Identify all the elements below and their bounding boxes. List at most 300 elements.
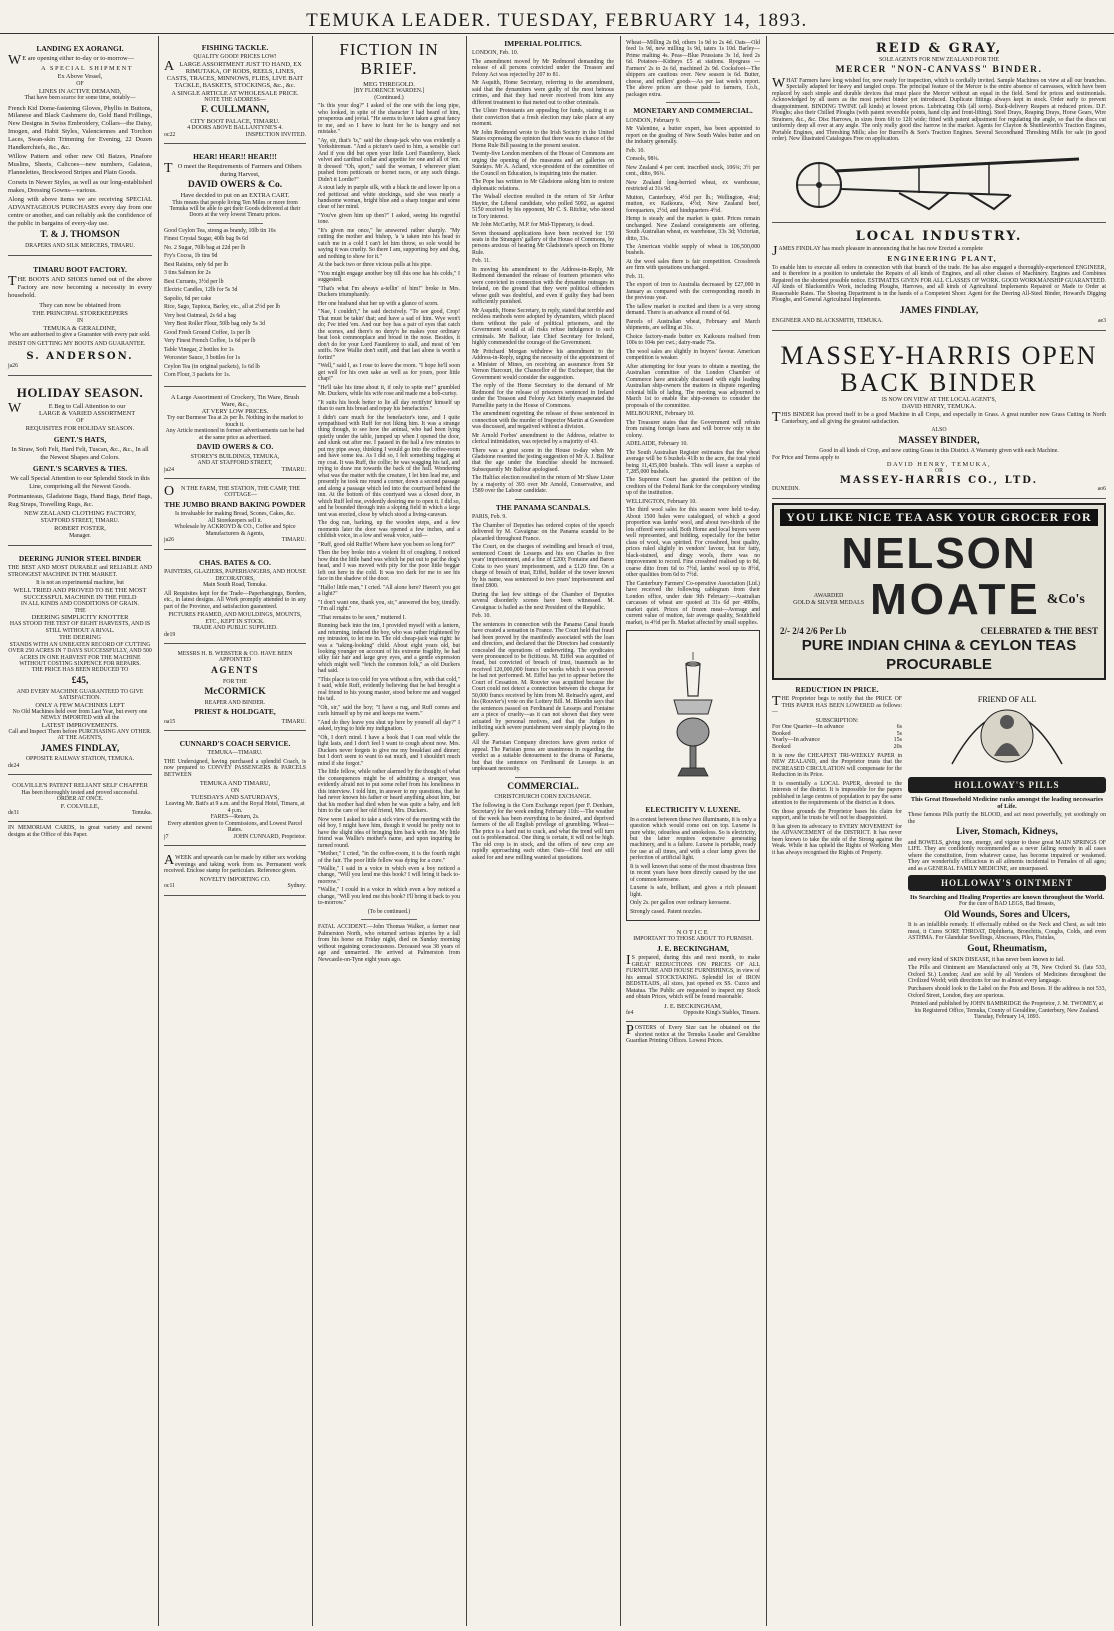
story-paragraph: "You've given him up then?" I asked, seeing his regretful tone. [318,212,460,226]
price-list-item: Very best Oatmeal, 2s 6d a bag [164,312,236,319]
holloway-seal [908,684,1106,774]
ad-text: REAPER AND BINDER. [204,699,266,706]
ad-text: STANDS WITH AN UNBEATEN RECORD OF CUTTING OVER 250 ACRES IN 7 DAYS SUCCESSFULLY, AND 500 ACRES IN ONE HARVEST FOR THE MACHINE WITHOUT COSTING SIXPENCE FOR REPAIRS. [8,641,152,667]
ad-firm: JAMES FINDLAY, [899,305,979,316]
ad-memoriam-cards: IN MEMORIAM CARDS, in great variety and newest designs at the Office of this Paper. [8,825,152,839]
story-paragraph: "Wallie," I said in a voice in which even a boy noticed a change, "Will you lend me this book? I will bring it back to-morrow." [318,866,460,885]
news-paragraph: Mr John Redmond wrote to the Irish Society in the United States expressing the opinion that there was no chance of the Home Rule Bill passing in the present session. [472,129,614,149]
ad-text: A Large Assortment of Crockery, Tin Ware, Brush Ware, &c., [170,393,300,408]
news-paragraph: Mr Asquith, Home Secretary, referring to the amendment, said that the dynamiters were guilty of the most heinous crimes, and that they had never received from him any different treatment to that meted out to other criminals. [472,80,614,106]
news-paragraph: The Halifax election resulted in the return of Mr Shaw Lister by a majority of 393 over Mr Arnold, Conservative, and 1589 over the Labour candidate. [472,475,614,495]
ad-text: No Old Machines held over from Last Year, but every one NEWLY IMPORTED with all the [12,708,148,722]
ad-title: REID & GRAY, [875,41,1003,56]
news-paragraph: Mr Valentine, a butter expert, has been appointed to report on the grading of New South Wales butter and on the industry generally. [626,126,760,146]
ad-signature: J. E. BECKINGHAM, [664,1002,722,1010]
ad-text: Corsets in Newer Styles, as well as our long-established makes, Dressing Gowns—various. [8,178,152,194]
news-paragraph: There was a great scene in the House to-day when Mr Gladstone resented the jesting suggestion of Mr A. J. Balfour that the age under the franchise should be increased. Subsequently Mr Balfour apologised. [472,447,614,473]
ad-text: Along with above items we are receiving SPECIAL ADVANTAGEOUS PURCHASES every day from one centre or another, and can reliably ask the confidence of the public in bargains of every-day use. [8,196,152,227]
price-list-item: Electric Candles, 12lb for 5s 3d [164,287,238,294]
ad-text: TEMUKA AND TIMARU, [199,780,271,788]
ad-text: FOR THE [223,678,247,685]
corn-exchange-body: The following is the Corn Exchange report (per F. Denham, Secretary) for the week ending February 11th:—The weather of the week has been everything to be desired, and deprived farmers of the all English privilege of grumbling. Wheat—The price is a hard nut to crack, and what the trend will turn out is problematical. One thing is certain, it will not be high. The old crop is in stock, and the offers of new crop are rapidly approaching each other. Oats—Old feed are still asked for and new milling wanted at quotations. [472,802,614,861]
news-paragraph: Feb. 10. [472,613,491,620]
ad-subtitle: Gout, Rheumatism, [967,943,1047,954]
ad-text: THIS BINDER has proved itself to be a good Machine in all Crops, and especially in Grass. A great number now Grass Cutting in North Canterbury, and all giving the greatest satisfaction. [772,410,1106,426]
ad-text: Its Searching and Healing Properties are known throughout the World. [910,894,1104,902]
ad-subtitle: IMPORTANT TO THOSE ABOUT TO FURNISH. [633,936,753,943]
subscription-price: 5s [896,730,902,737]
story-paragraph: At the back two or three vicious pulls at his pipe. [318,262,432,269]
subscription-price: 6s [896,724,902,730]
ad-firm: J. E. BECKINGHAM, [657,943,729,953]
news-paragraph: Mr Asquith, Home Secretary, in reply, stated that terrible and reckless methods were adopted by dynamiters, which placed them without the pale of political prisoners, and the Government would at all risks refuse indulgence to such criminals. Mr Balfour, late Chief Secretary for Ireland, highly commended the courage of the Government. [472,307,614,347]
news-paragraph: Feb. 10. [626,147,645,154]
subscription-term: Booked [772,730,791,737]
ad-text: OPPOSITE RAILWAY STATION, TEMUKA. [25,756,135,763]
ad-text: It is an infallible remedy. If effectually rubbed on the Neck and Chest, as salt into meat, it Cures SORE THROAT, Diphtheria, Bronchitis, Coughs, Colds, and even ASTHMA. For Glandular Swellings, Abscesses, Piles, Fistulas, [908,922,1106,942]
story-paragraph: "Ay, sir, that's 'is," said the cheap-jack who was evidently a Yorkshireman. "And a picture's used to him, a sensible cur! And if you did but open your little Lord Fauntleroy, black velvet and cardinal collar and appetite for one and all of 'em. It dressed "Oh, sport," said the woman, I wherever plant pushed from petticoats or hornet races, or any such things. Didn't it Lordie?" [318,137,460,183]
ad-title: FISHING TACKLE. [201,43,269,52]
seal-text: FRIEND OF ALL [977,694,1037,704]
column-5 [622,36,764,1626]
price-list-item: Ceylon Tea (in original packets), 1s 6d lb [164,363,260,370]
column-6-ads [768,36,1110,1626]
ad-text: THE DEERING [58,634,102,642]
ad-text: AND EVERY MACHINE GUARANTEED TO GIVE SATISFACTION. [16,688,144,702]
ad-text: For Price and Terms apply to [772,454,840,461]
story-paragraph: "And do they leave you shut up here by yourself all day?" I asked, trying to hide my indignation. [318,719,460,733]
lamp-icon [664,644,722,794]
news-paragraph: During the last few sittings of the Chamber of Deputies several disorderly scenes have been witnessed. M. Cavaignac is hailed as the next President of the Republic. [472,591,614,611]
news-paragraph: The reply of the Home Secretary to the demand of Mr Redmond for the release of prisoners sentenced in Ireland under the Treason and Felony Act bitterly exasperated the Parnellite party in the House of Commons. [472,383,614,409]
price-list-item: Corn Flour, 3 packets for 1s. [164,372,231,379]
ad-text: TUESDAYS AND SATURDAYS, [190,794,280,802]
ad-text: Is invaluable for making Bread, Scones, Cakes, &c. [175,511,295,518]
ad-text: DRAPERS AND SILK MERCERS, TIMARU. [25,243,135,250]
news-paragraph: Mutton, Canterbury, 4½d per lb.; Wellington, 4⅛d; mutton, ex Kaikoura, 4½d; New Zealand beef, forequarters, 2½d, and hindquarters 4½d. [626,194,760,214]
ad-text: Manager. [69,533,91,539]
ad-signature: S. ANDERSON. [26,350,134,362]
ad-firm: DAVID OWERS & Co. [187,179,283,190]
ad-title: MASSEY-HARRIS OPEN BACK BINDER [780,340,1098,398]
ad-mccormick-agents [164,647,306,731]
ad-code: de31 [8,809,20,816]
divider [515,499,572,500]
ad-text: THE [74,607,86,614]
ad-text: These famous Pills purify the BLOOD, and act most powerfully, yet soothingly on the [908,812,1106,825]
ad-subtitle: SUBSCRIPTION: [815,717,859,724]
story-title: MEG THREGOLD. [363,81,415,89]
story-paragraph: "Oh, sir," said the boy; "I have a rug, and Ruff comes and curls himself up by me and keeps me warm." [318,704,460,718]
imprint: Printed and published by JOHN BAMBRIDGE the Proprietor, J. M. TWOMEY, at his Registered Office, Temuka, County of Geraldine, Canterbury, New Zealand. [911,1001,1103,1014]
ad-text: PURE INDIAN CHINA & CEYLON TEAS [801,637,1077,655]
news-fatal-accident: FATAL ACCIDENT.—John Thomas Walker, a farmer near Palmerston North, who returned serious injuries by a fall from his horse on Friday night, died on Sunday morning without regaining consciousness. Deceased was 38 years of age and unmarried. He arrived at Palmerston from Newcastle-on-Tyne eight years ago. [318,924,460,963]
subscription-row [772,737,902,744]
section-title: COMMERCIAL. [507,781,579,792]
ad-text: TEMUKA & GERALDINE, [43,324,117,332]
ad-text: Leaving Mr. Batt's at 9 a.m. and the Royal Hotel, Timaru, at 4 p.m. [165,801,305,814]
ad-text: On those grounds the Proprietor bases his claim for support, and he trusts he will not be disappointed. [772,808,902,822]
story-paragraph: "Nae, I couldn't," he said decisively. "To see good, Crop! That must be takin' that; and have a sad of him. Wye won't do; I've tried 'em. And our boy has a pair of eyes that catch the scenes, and there's no deny'n he makes your ordinary beat look commonplace and broad in the nose. Besides, it don't do for your Lord Fauntleroy to stall, and most of 'em sniffs. Now Wallie don't sniff, and that last alone is worth a fortin!" [318,309,460,361]
story-paragraph: "It's given me once," he answered rather sharply. "My cutting the mother and bishop, 'a 'a taken into his head to catch me in a cold I can't let him throw, so sole would be saying it was cruelty. So there I am, supporting boy and dog, and nothing to show for it." [318,227,460,260]
news-paragraph: Consols, 98¼. [626,156,660,163]
ad-coach-service [164,734,306,846]
story-paragraph: I didn't care much for the benefactor's tone, and I quite sympathised with Ruff for not liking him. It was a strange thing though, to see how the animal, who had been lying quietly under the table, jumped up when I opened the door, and slunk out after me. I paused in the hall a few minutes to put my pipe away, thinking I would go into the coffee-room and have some tea. As I did so, I felt something tugging at my coat. It was Ruff, the collie; he was wagging his tail, and trying to draw me towards the back of the hall. Wondering what was the matter with the creature, I let him lead me, and presently he took me round a corner, down a second passage and along a passage which led into the courtyard behind the inn. At the bottom of this courtyard was a closed door, in which Ruff led me, evidently desiring me to open it. I did so, and he bounded through into a sloping field in which a large tent was erected, close by which stood a living-caravan. [318,414,460,518]
divider [515,777,572,778]
ad-text: DEERING SIMPLICITY KNOTTER [31,614,129,622]
ad-text: For the cure of BAD LEGS, Bad Breasts, [958,901,1056,908]
section-title: THE PANAMA SCANDALS. [495,502,591,512]
ad-text: That have been scarce for some time, notably— [24,95,136,102]
masthead [0,6,1114,34]
ad-text: Has been thoroughly tested and proved successful. [21,789,139,796]
story-paragraph: "That's what I'm always a-tellin' of him!" broke in Mrs. Duckers triumphantly. [318,285,460,299]
column-rule [466,36,467,1626]
news-paragraph: Seven thousand applications have been received for 150 seats in the Strangers' gallery of the House of Commons, by persons anxious of hearing Mr Gladstone's speech on Home Rule. [472,230,614,256]
ad-text: THE BEST AND MOST DURABLE and RELIABLE AND STRONGEST MACHINE IN THE MARKET. [8,565,152,578]
news-paragraph: The Treasurer states that the Government will refrain from raising foreign loans and will borrow only in the colony. [626,419,760,439]
news-paragraph: MELBOURNE, February 10. [626,411,695,418]
ad-paragraph: Only 2s. per gallon over ordinary kerosene. [630,900,731,907]
subscription-row [772,744,902,751]
ad-hear-hear [164,147,306,387]
section-title: FICTION IN BRIEF. [339,40,439,79]
section-subtitle: CHRISTCHURCH CORN EXCHANGE. [494,794,592,801]
news-paragraph: LONDON, February 9. [626,117,681,124]
price-list [164,228,306,379]
ad-firm: T. & J. THOMSON [40,229,120,240]
market-report: Wheat—Milling 2s 8d, others 1s 9d to 2s 4d. Oats—Old feed 1s 9d, new milling 1s 9d, taters 1s 10d. Barley—Prime malting 4s. Peas—Blue Prussians 3s 1d, feed 2s 6d. Potatoes—Kidneys £5 at stations. Ryegrass — Farmers' 2s to 2s 6d, machined 2s 9d. Cocksfoot—The shippers are cautious over. New season is 6d. Butter, cheese, and millers' goods—As per last week's report. The above prices are those paid to farmers, f.o.b., packages extra. [626,40,760,98]
ad-text: CELEBRATED & THE BEST [980,626,1098,636]
news-paragraph: All the Parisian Company directors have given notice of appeal. The Parisian press are unanimous in regarding the verdict as a suitable denouement to the drama of Panama, but that the sentence on Ferdinand de Lesseps is an unpleasant necessity. [472,740,614,773]
ad-code: oa15 [164,718,176,725]
ad-town: TIMARU. [281,537,306,544]
ad-text: &Co's [1046,592,1085,608]
ad-title: HEAR! HEAR!! HEAR!!! [193,151,277,161]
ad-text: Every attention given to Commissions, and Lowest Parcel Rates. [167,820,303,834]
ad-luxene [626,630,760,921]
story-paragraph: "Ruff, good old Ruffie! Where have you been so long for?" [318,541,456,548]
ad-text: IN [76,317,84,324]
ad-text: AT VERY LOW PRICES. [201,408,269,416]
ad-text: A SINGLE ARTICLE AT WHOLESALE PRICE. [171,89,299,97]
ad-code: ae3 [1097,318,1106,325]
ad-text: AWEEK and upwards can be made by either sex working evenings and taking work from us. Permanent work received. Enclose stamp for particulars. Reference given. [164,853,306,875]
subscription-row [772,731,902,738]
ad-text: and BOWELS, giving tone, energy, and vigour to these great MAIN SPRINGS OF LIFE. They are confidently recommended as a never failing remedy in all cases where the constitution, from whatever cause, has become impaired or weakened. They are wonderfully efficacious in all ailments incidental to Females of all ages; and as a GENERAL FAMILY MEDICINE, are unsurpassed. [908,839,1106,872]
ad-text: THE Proprietor begs to notify that the PRICE OF THIS PAPER HAS BEEN LOWERED as follows:— [772,694,902,716]
ad-firm: F. COLVILLE, [60,802,100,810]
ad-code: de19 [164,631,176,638]
news-paragraph: The export of iron to Australia decreased by £27,000 in January as compared with the corresponding month in the previous year. [626,282,760,302]
story-paragraph: Her one husband shut her up with a glance of scorn. [318,300,439,307]
ad-subtitle: ENGINEERING PLANT, [887,253,998,263]
ad-text: TEMUKA—TIMARU. [207,750,263,757]
ad-text: DAVID HENRY, TEMUKA. [901,403,977,411]
ad-text: LARGE & VARIED ASSORTMENT [39,410,136,418]
ad-text: All Storekeepers sell it. [207,517,263,524]
ad-landing-aorangi [8,38,152,256]
ad-firm: NOVELTY IMPORTING CO. [199,876,271,883]
ad-local-industry [772,226,1106,331]
ad-subtitle: Old Wounds, Sores and Ulcers, [944,909,1070,920]
news-paragraph: WELLINGTON, February 10. [626,498,697,505]
ad-text: This Great Household Medicine ranks amongst the leading necessaries of Life. [910,795,1104,810]
ad-text: THE BOOTS AND SHOES turned out of the above Factory are now becoming a necessity in every household. [8,274,152,300]
ad-title: AGENTS [210,665,260,676]
ad-text: Main South Road, Temuka. [203,582,267,589]
ad-text: It has given its advocacy to EVERY MOVEMENT for the ADVANCEMENT of the DISTRICT. It has never been known to take the side of the Strong against the Weak. While it has upheld the Rights of Working Men it has always recognised the Rights of Property. [772,823,902,856]
ad-code: j7 [164,833,169,840]
news-paragraph: The tallow market is excited and there is a very strong demand. There is an advance all round of 6d. [626,303,760,317]
ad-text: STOREY'S BUILDINGS, TEMUKA, [190,453,280,460]
ad-text: It is not an experimental machine, but [36,580,124,587]
ad-firm: MASSEY-HARRIS CO., LTD. [839,474,1039,486]
ad-text: FARES—Return, 2s. [210,814,260,821]
bottom-ads [772,684,1106,1021]
ad-text: WELL TRIED AND PROVED TO BE THE MOST SUCCESSFUL MACHINE IN THE FIELD [13,586,147,602]
ad-text: Any Article mentioned in former advertisements can be had at the same price as advertised. [165,428,305,441]
subscription-table [772,724,902,751]
ad-title: LANDING EX AORANGI. [36,44,124,53]
ad-text: French Kid Dome-fastening Gloves, Phyllis in Buttons, Milanese and Black Cashmere do, Gold Band Frillings, New Designs in Swiss Embroidery, Collars—the Daisy, Imogen, and Habit Styles, Valenciennes and Torchon Laces, Swan-skin Trimming for Evening, 22 Dozen Handkerchiefs, &c., &c. [8,104,152,151]
story-paragraph: "That remains to be seen," muttered I. [318,614,407,621]
news-paragraph: Choice factory-made butter ex Kaikoura realised from 100s to 104s per cwt.; dairy-made 75s. [626,333,760,347]
ad-text: AWARDED [813,593,844,600]
ad-posters: POSTERS of Every Size can be obtained on the shortest notice at the Temuka Leader and Geraldine Guardian Printing Offices. Lowest Prices. [626,1023,760,1045]
ad-holloway [908,684,1106,1021]
ad-text: IN ALL KINDS AND CONDITIONS OF GRAIN. [20,601,140,608]
news-paragraph: After attempting for four years to obtain a meeting, the Australian committee of the London Chamber of Commerce have amicably discussed with eight leading Australian ship-owners the matters in dispute regarding colonial bills of lading. The meeting was adjourned to March 1st to enable the ship-owners to consider the proposals of the committee. [626,363,760,409]
ad-firm: DAVID OWERS & CO. [196,442,274,452]
ad-subtitle: Liver, Stomach, Kidneys, [956,827,1058,838]
column-rule [620,36,621,1626]
ad-banner: HOLLOWAY'S PILLS [908,777,1106,793]
ad-reduction-in-price [772,684,902,1021]
ad-text: GOLD & SILVER MEDALS [793,600,865,606]
seal-icon [942,684,1072,774]
ad-chas-bates [164,553,306,644]
ad-town: TIMARU. [281,466,306,473]
news-paragraph: In moving his amendment to the Address-in-Reply, Mr Redmond demanded the release of fourteen prisoners who were convicted in connection with the dynamite outrages in Ireland, on the ground that they were political offenders whose guilt was doubtful, and even if guilty they had been sufficiently punished. [472,266,614,306]
news-paragraph: Feb. 11. [472,258,491,265]
story-paragraph: "I don't want one, thank you, sir," answered the boy, timidly. "I'm all right." [318,599,460,613]
ad-novelty-importing [164,849,306,895]
ad-text: SOLE AGENTS FOR NEW ZEALAND FOR THE [879,56,999,63]
ad-paragraph: Luxene is safe, brilliant, and gives a rich pleasant light. [630,885,756,898]
story-paragraph: The dog ran, barking, up the wooden steps, and a few moments later the door was opened a few inches, and a childish voice, in a low and weak voice, said— [318,520,460,540]
ad-paragraph: In a contest between these two illuminants, it is only a question which would come out on top. Luxene is pure white, odourless and smokeless. So is electricity, but the latter requires expensive generating machinery, and is a failure. Luxene is portable, ready for use at all times, and with a clear lamp gives the perfection of artificial light. [630,816,756,862]
ad-text: ENGINEER AND BLACKSMITH, TEMUKA. [772,318,883,325]
ad-brand: MOATE [870,575,1041,624]
ad-text: HAS STOOD THE TEST OF EIGHT HARVESTS, AND IS STILL WITHOUT A RIVAL. [9,621,151,634]
ad-price: £45, [71,675,89,686]
ad-text: ALARGE ASSORTMENT JUST TO HAND, EX RIMUTAKA, OF RODS, REELS, LINES, CASTS, TRACES, MINNOWS, FLIES, LIVE BAIT TACKLE, BASKETS, STOCKINGS, &c., &c. [164,58,304,90]
ad-reid-gray [772,38,1106,223]
ad-text: JAMES FINDLAY has much pleasure in announcing that he has now Erected a complete [772,244,983,260]
ad-banner: YOU LIKE NICE TEA ASK YOUR GROCER FOR [780,509,1098,526]
news-paragraph: The Chamber of Deputies has ordered copies of the speech delivered by M. Cavaignac on the Panama scandal to be placarded throughout France. [472,522,614,542]
ad-text: OF [76,80,84,87]
ad-subtitle: MASSEY BINDER, [898,435,980,446]
ad-text: Ex Above Vessel, [57,72,103,80]
news-paragraph: The Supreme Court has granted the petition of the creditors of the Federal Bank for the compulsory winding up of the institution. [626,477,760,497]
ad-boot-factory [8,259,152,375]
panama-body [472,514,614,772]
story-paragraph: "This place is too cold for you without a fire, with that cold," I said, while Ruff, evidently believing that he had brought a real friend to his young master, stood before me and wagged his tail. [318,676,460,703]
ad-text: They can now be obtained from [39,301,121,309]
story-to-be-continued: (To be continued.) [367,908,411,915]
ad-title: DEERING JUNIOR STEEL BINDER [18,554,142,564]
ad-nelson-moate-tea [772,503,1106,680]
ad-brand: NELSON [841,529,1037,578]
ad-text: JOHN CUNNARD, Proprietor. [233,833,306,840]
ad-text: We call Special Attention to our Splendid Stock in this Line, comprising all the Newest Goods. [10,475,150,490]
ad-deering-binder [8,549,152,775]
story-paragraph: "It suits his book better to lie all day rectifyin' himself up than to earn his bread and repay his benefactors." [318,399,460,413]
news-paragraph: New Zealand long-berried wheat, ex warehouse, restricted at 31s 9d. [626,179,760,193]
story-paragraph: "He'll take his time about it, if only to spite me!" grumbled Mr. Duckers, while his wife rose and made me a bob-curtsy. [318,384,460,398]
news-paragraph: Twenty-five London members of the House of Commons are urging the opening of the museums and art galleries on Sundays. Mr A. Acland, vice-president of the committee of the Council on Education, is inquiring into the matter. [472,151,614,177]
news-paragraph: The Pope has written to Mr Gladstone asking him to restore diplomatic relations. [472,179,614,192]
subscription-term: Booked [772,744,791,751]
ad-subtitle: GENT.'S SCARVES & TIES. [32,463,128,473]
ad-text: TRADE AND PUBLIC SUPPLIED. [192,625,278,632]
ad-holiday-season [8,379,152,546]
ad-text: 4 DOORS ABOVE BALLANTYNE'S 4. [187,125,283,132]
news-paragraph: At the wool sales there is fair competition. Crossbreds are firm with quotations unchanged. [626,258,760,272]
ad-text: LATEST IMPROVEMENTS. [41,721,119,729]
ad-text: Call and Inspect Them before PURCHASING ANY OTHER. [8,728,152,735]
news-paragraph: ADELAIDE, February 10. [626,441,688,448]
plough-icon [779,149,1099,213]
ad-text: Have decided to put on an EXTRA CART. [180,192,290,200]
ad-title: HOLIDAY SEASON. [16,384,144,400]
ad-fishing-tackle [164,38,306,144]
ad-paragraph: Strongly cased. Patent nozzles. [630,908,702,915]
ad-title: LOCAL INDUSTRY. [855,228,1023,244]
ad-text: TO meet the Requirements of Farmers and Others during Harvest, [164,161,302,178]
ad-code: ao6 [1097,486,1106,493]
ad-text: INSPECTION INVITED. [245,131,306,138]
masthead-title: TEMUKA LEADER. TUESDAY, FEBRUARY 14, 1893. [306,10,808,31]
story-paragraph: "Wallie," I could in a voice in which even a boy noticed a change, "Will you lend me this book? I'll bring it back to you to-morrow." [318,887,460,907]
ad-code: de24 [8,762,20,769]
ad-text: Wholesale by ACKROYD & CO., Coffee and Spice Manufacturers & Agents, [174,524,296,537]
price-list-item: No. 2 Sugar, 70lb bag at 22d per lb [164,244,246,251]
ad-firm: McCORMICK [204,687,266,698]
subscription-price: 15s [893,737,902,744]
ad-text: Who are authorised to give a Guarantee with every pair sold. [9,332,151,339]
ad-text: Try our Burmese Tea at 2s per lb. Nothing in the market to touch it. [167,415,303,428]
news-paragraph: LONDON, Feb. 10. [472,50,519,57]
ad-subtitle: QUALITY GOOD! PRICES LOW! [193,54,277,61]
column-rule [312,36,313,1626]
ad-text: NEW ZEALAND CLOTHING FACTORY, [24,510,136,518]
news-paragraph: The third wool sales for this season were held to-day. About 1500 bales were catalogued, of which a good proportion was lambs' wool, and about two-thirds of the lots offered were sold. Both Home and local buyers were well represented, and bidding, especially for the better class of wool, was spirited. For crossbred, best quality, prices ruled slightly in vendors' favour, but for fatty, black-stained, and dingy wools, there was no improvement to record. Fine crossbred realised up to 8d, coarse ditto from 6d to 7½d, lambs' wool up to 8½d, other qualities from 6d to 7½d. [626,507,760,579]
news-paragraph: PARIS, Feb. 9. [472,514,507,521]
ad-text: A SPECIAL SHIPMENT [41,64,134,72]
ad-text: IS prepared, during this and next month, to make GREAT REDUCTIONS ON PRICES OF ALL FURNITURE AND HOUSE FURNISHINGS, in view of his annual STOCKTAKING. Splendid lot of IRON BEDSTEADS, all sizes, just opened ex SS. Cuzco and Matatua. The Public are requested to inspect my Stock and obtain Prices, which will be found reasonable. [626,953,760,1001]
ad-text: It is essentially a LOCAL PAPER, devoted to the interests of the district. It is impossible for the papers published in large centres of population to pay the same attention to the requirements of the district as it does. [772,780,902,807]
ad-text: STAFFORD STREET, TIMARU. [40,518,120,525]
ad-text: OF [76,418,84,425]
column-4-news [468,36,618,1626]
ad-code: oc22 [164,131,176,138]
imprint-date: Tuesday, February 14, 1893. [973,1014,1041,1021]
ad-code: fe4 [626,1009,634,1016]
ad-text: The Pills and Ointment are Manufactured only at 78, New Oxford St. (late 533, Oxford St.) London; And are sold by all Vendors of Medicines throughout the Civilized World; with directions for use in almost every language. [908,965,1106,984]
imperial-politics-body [472,50,614,495]
ad-text: MESSRS H. B. WEBSTER & CO. HAVE BEEN APPOINTED [177,651,293,664]
news-paragraph: The Court, on the charges of swindling and breach of trust, sentenced Count de Lesseps and his son Charles to five years' imprisonment, and a fine of £200; Fontaine and Baron Cotta to two years' imprisonment, and a £120 fine. On a charge of breach of trust, Eiffel, builder of the tower known by his name, was sentenced to two years' imprisonment and fined £800. [472,544,614,590]
price-list-item: Rice, Sago, Tapioca, Barley, etc., all at 2½d per lb [164,304,280,311]
ad-text: ORDER AT ONCE. [56,796,104,803]
column-3-fiction [314,36,464,1626]
story-paragraph: "Oh, I don't mind. I have a book that I can read while the light lasts, and I don't feel I want to cough about now. Mrs. Duckers never forgets to give me my breakfast and dinner; but I don't seem to want to eat much, and I shouldn't much mind if she forgot." [318,734,460,767]
ad-paragraph: It is well known that some of the most disastrous fires in recent years have been directly caused by the use of common kerosene. [630,863,756,883]
price-list-item: Table Vinegar, 2 bottles for 1s [164,346,234,353]
subscription-term: Yearly—In advance [772,737,820,744]
ad-title: CUNNARD'S COACH SERVICE. [179,739,291,749]
price-list-item: Best Raisins, only 6d per lb [164,261,229,268]
news-paragraph: The amendment regretting the release of those sentenced in connection with the murder of Inspector Martin at Gweedore was discussed, and negatived without a division. [472,411,614,431]
ad-text: PAINTERS, GLAZIERS, PAPERHANGERS, AND HOUSE DECORATORS, [164,569,306,582]
ad-town: TIMARU. [281,718,306,725]
column-rule [158,36,159,1626]
news-paragraph: The sentences in connection with the Panama Canal frauds have created a sensation in France. The Court held that fraud had been proved by the manifestly associated with the loan and directors, and declared that the Directors had constantly concealed the operations of underwriting. The syndicates were pronounced to be fictitious. M. Eiffel was acquitted of fraud, but convicted of breach of trust, inasmuch as he received 120,000,000 francs for works which it was proved he had not performed. M. Eiffel has yet to appear before the Court of Cessation. M. Rouvier was acquitted because the Court could not detect a connection between the cheque for 50,000 francs received by him from M. Reinach's agent, and his (Rouvier's) vote on the Lottery Bill. M. Blondin says that the sentences passed on Ferdinand de Lesseps and Fontaine are a piece of cruelty—as it can not shown that they were actuated by personal motives, and that the Judges in inflicting such severe punishment were simply playing to the gallery. [472,621,614,738]
ad-text: PROCURABLE [886,655,992,673]
ad-text: ROBERT FOSTER, [54,525,106,533]
news-paragraph: The amendment moved by Mr Redmond demanding the release of all persons convicted under the Treason and Felony Act was rejected by 207 to 81. [472,58,614,78]
subscription-row [772,724,902,731]
ad-code: ja26 [8,362,18,369]
section-title: MONETARY AND COMMERCIAL. [633,106,753,116]
ad-text: To enable him to execute all orders in connection with that branch of the trade. He has also engaged a thoroughly-experienced ENGINEER, and is therefore in a position to undertake the Repairs of all kinds of Engines, and all other classes of Machinery. Engines and Combines Repaired on the shortest possible notice. ESTIMATES GIVEN FOR ALL CLASSES OF WORK. GOOD WORKMANSHIP GUARANTEED. All kinds of Blacksmith's Work, including Ploughs, Harrows, and all kinds of Agricultural Implements Repaired or Made to Order at Reasonable Rates. The Shoeing Department is in the hands of a Competent Shoer. Agent for the Deering All-Steel Binder, Howard's Digging Ploughs, and General Agricultural Implements. [772,264,1106,304]
ad-title: THE JUMBO BRAND BAKING POWDER [164,499,306,509]
price-list-item: Worcester Sauce, 3 bottles for 1s [164,355,241,362]
ad-town: Temuka. [131,809,152,816]
ad-text: Purchasers should look to the Label on the Pots and Boxes. If the address is not 533, Oxford Street, London, they are spurious. [908,986,1106,999]
story-paragraph: "Well," said I, as I rose to leave the room. "I hope he'll soon get well for his own sake as well as for yours, poor little chap!" [318,363,460,383]
ad-text [630,817,756,916]
ad-jumbo-baking-powder [164,482,306,550]
story-continued: (Continued.) [374,94,404,101]
ad-text: PICTURES FRAMED, AND MOULDINGS, MOUNTS, ETC., KEPT IN STOCK. [168,612,302,625]
story-paragraph: "You might engage another boy till this one has his colds," I suggested. [318,270,460,284]
ad-text: ONLY A FEW MACHINES LEFT [35,701,125,709]
ad-title: CHAS. BATES & CO. [199,557,271,567]
lamp-illustration [630,634,756,804]
ad-title: COLVILLE'S PATENT RELIANT SELF CHAFFER [12,782,148,790]
news-paragraph: The wool sales are slightly in buyers' favour. American competition is weaker. [626,348,760,362]
ad-text: LINES IN ACTIVE DEMAND, [38,87,122,95]
price-list-item: Finest Crystal Sugar, 40lb bag 9s 6d [164,236,248,243]
ad-text: REQUISITES FOR HOLIDAY SEASON. [25,425,135,433]
ad-firm: PRIEST & HOLDGATE, [194,707,276,717]
ad-massey-harris [772,334,1106,499]
ad-text: THE PRINCIPAL STOREKEEPERS [32,309,128,317]
ad-text: This means that people living Ten Miles or more from Temuka will be able to get their Goods delivered at their Doors at the very lowest Timaru prices. [169,199,301,219]
ad-text: AT THE AGENTS, [57,735,103,742]
story-paragraph: A stout lady in purple silk, with a black tie and lower lip on a red petticoat and white stockings, said she was nearly a handsome woman, bright blue and a sharp tongue and some clear of her mind. [318,185,460,211]
ad-title: REDUCTION IN PRICE. [795,684,879,694]
divider [666,102,720,103]
ad-banner: HOLLOWAY'S OINTMENT [908,875,1106,891]
news-paragraph: The Walsall election resulted in the return of Sir Arthur Hayter, the Liberal candidate, who polled 5092, as against 5150 received by his opponent, Mr C. S. Ritchie, who stood in Tory interest. [472,194,614,220]
monetary-body [626,118,760,626]
story-paragraph: The little fellow, while rather alarmed by the thought of what the consequences might be of admitting a stranger, was evidently afraid not to put some relief from his loneliness in this interview. I told him, in answer to my questions, that he had never known his father or heard anything about him, but that his mother had died when he was quite a baby, and left him to the care of her old friend, Mrs. Duckers. [318,769,460,815]
